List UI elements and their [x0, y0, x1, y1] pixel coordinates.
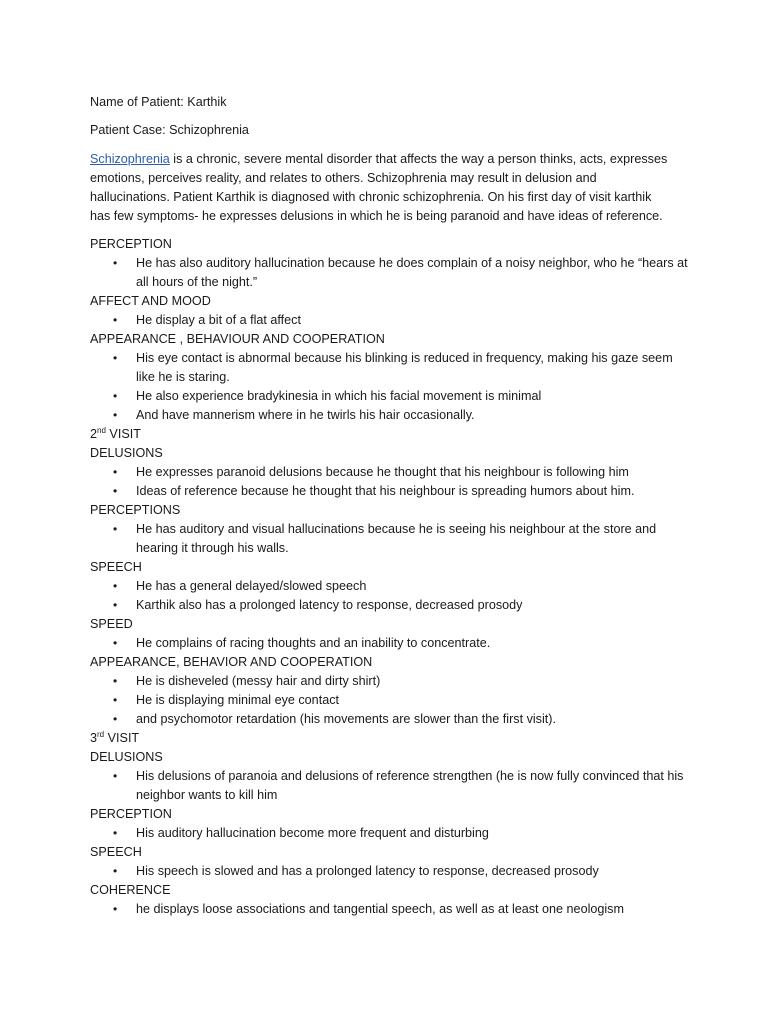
patient-name: Name of Patient: Karthik: [90, 95, 227, 109]
list-item: [90, 349, 690, 387]
bullet-icon: •: [113, 598, 118, 612]
bullet-list: [90, 577, 690, 615]
list-item: [90, 311, 690, 330]
list-item-text: He has also auditory hallucination because he does complain of a noisy neighbor, who he “hears at all hours of the night.”: [136, 256, 688, 289]
section-heading-perception: PERCEPTION: [90, 807, 172, 821]
intro-text: is a chronic, severe mental disorder that affects the way a person thinks, acts, expresses emotions, perceives reality, and relates to others. Schizophrenia may result in delusion and hallucinations. Patient Karthik is diagnosed with chronic schizophrenia. On his first day of visit karthik has few symptoms- he expresses delusions in which he is being paranoid and have ideas of reference.: [90, 152, 668, 223]
bullet-list: [90, 672, 690, 729]
bullet-icon: •: [113, 769, 118, 783]
section-heading-speed: SPEED: [90, 617, 133, 631]
list-item: [90, 634, 690, 653]
list-item: [90, 862, 690, 881]
visit-2-section: [90, 444, 690, 729]
list-item-text: He expresses paranoid delusions because he thought that his neighbour is following him: [136, 465, 629, 479]
bullet-icon: •: [113, 579, 118, 593]
list-item-text: His speech is slowed and has a prolonged latency to response, decreased prosody: [136, 864, 599, 878]
list-item: [90, 596, 690, 615]
bullet-list: [90, 634, 690, 653]
bullet-list: [90, 900, 690, 919]
intro-paragraph: [90, 150, 670, 226]
bullet-icon: •: [113, 256, 118, 270]
list-item-text: he displays loose associations and tangential speech, as well as at least one neologism: [136, 902, 624, 916]
bullet-icon: •: [113, 351, 118, 365]
bullet-icon: •: [113, 465, 118, 479]
list-item: [90, 482, 690, 501]
section-heading-perception: PERCEPTION: [90, 237, 172, 251]
list-item: [90, 710, 690, 729]
section-heading-delusions: DELUSIONS: [90, 446, 163, 460]
list-item-text: He display a bit of a flat affect: [136, 313, 301, 327]
list-item-text: He is disheveled (messy hair and dirty shirt): [136, 674, 381, 688]
list-item-text: And have mannerism where in he twirls his hair occasionally.: [136, 408, 475, 422]
section-heading-speech: SPEECH: [90, 845, 142, 859]
list-item: [90, 387, 690, 406]
bullet-list: [90, 349, 690, 425]
visit-1-section: [90, 235, 690, 425]
bullet-list: [90, 463, 690, 501]
section-heading-delusions: DELUSIONS: [90, 750, 163, 764]
bullet-icon: •: [113, 674, 118, 688]
list-item: [90, 824, 690, 843]
bullet-list: [90, 767, 690, 805]
section-heading-appearance-behavior-and-cooperation: APPEARANCE, BEHAVIOR AND COOPERATION: [90, 655, 373, 669]
document-body: [90, 93, 690, 919]
list-item-text: He is displaying minimal eye contact: [136, 693, 339, 707]
list-item-text: His auditory hallucination become more frequent and disturbing: [136, 826, 489, 840]
bullet-icon: •: [113, 693, 118, 707]
list-item: [90, 463, 690, 482]
section-heading-affect-and-mood: AFFECT AND MOOD: [90, 294, 211, 308]
bullet-icon: •: [113, 864, 118, 878]
list-item-text: Karthik also has a prolonged latency to response, decreased prosody: [136, 598, 523, 612]
list-item: [90, 406, 690, 425]
list-item: [90, 520, 690, 558]
bullet-icon: •: [113, 484, 118, 498]
list-item: [90, 254, 690, 292]
visit-2-heading: 2nd VISIT: [90, 426, 141, 441]
list-item-text: His delusions of paranoia and delusions of reference strengthen (he is now fully convinced that his neighbor wants to kill him: [136, 769, 684, 802]
list-item: [90, 691, 690, 710]
bullet-icon: •: [113, 636, 118, 650]
bullet-icon: •: [113, 313, 118, 327]
bullet-list: [90, 311, 690, 330]
list-item: [90, 767, 690, 805]
visit-3-section: [90, 748, 690, 919]
list-item-text: He also experience bradykinesia in which his facial movement is minimal: [136, 389, 542, 403]
section-heading-speech: SPEECH: [90, 560, 142, 574]
list-item-text: Ideas of reference because he thought that his neighbour is spreading humors about him.: [136, 484, 635, 498]
list-item-text: He has auditory and visual hallucinations because he is seeing his neighbour at the store and hearing it through his walls.: [136, 522, 657, 555]
bullet-icon: •: [113, 712, 118, 726]
list-item: [90, 672, 690, 691]
bullet-icon: •: [113, 389, 118, 403]
list-item: [90, 900, 690, 919]
list-item-text: He complains of racing thoughts and an inability to concentrate.: [136, 636, 491, 650]
bullet-list: [90, 824, 690, 843]
schizophrenia-link[interactable]: Schizophrenia: [90, 152, 170, 166]
section-heading-perceptions: PERCEPTIONS: [90, 503, 181, 517]
list-item-text: and psychomotor retardation (his movements are slower than the first visit).: [136, 712, 556, 726]
visit-3-heading: 3rd VISIT: [90, 730, 140, 745]
list-item-text: His eye contact is abnormal because his blinking is reduced in frequency, making his gaze seem like he is staring.: [136, 351, 673, 384]
bullet-list: [90, 520, 690, 558]
list-item: [90, 577, 690, 596]
bullet-icon: •: [113, 408, 118, 422]
patient-case: Patient Case: Schizophrenia: [90, 123, 249, 137]
bullet-list: [90, 862, 690, 881]
bullet-icon: •: [113, 826, 118, 840]
bullet-icon: •: [113, 902, 118, 916]
bullet-list: [90, 254, 690, 292]
section-heading-appearance-behaviour-and-cooperation: APPEARANCE , BEHAVIOUR AND COOPERATION: [90, 332, 385, 346]
list-item-text: He has a general delayed/slowed speech: [136, 579, 367, 593]
bullet-icon: •: [113, 522, 118, 536]
section-heading-coherence: COHERENCE: [90, 883, 171, 897]
